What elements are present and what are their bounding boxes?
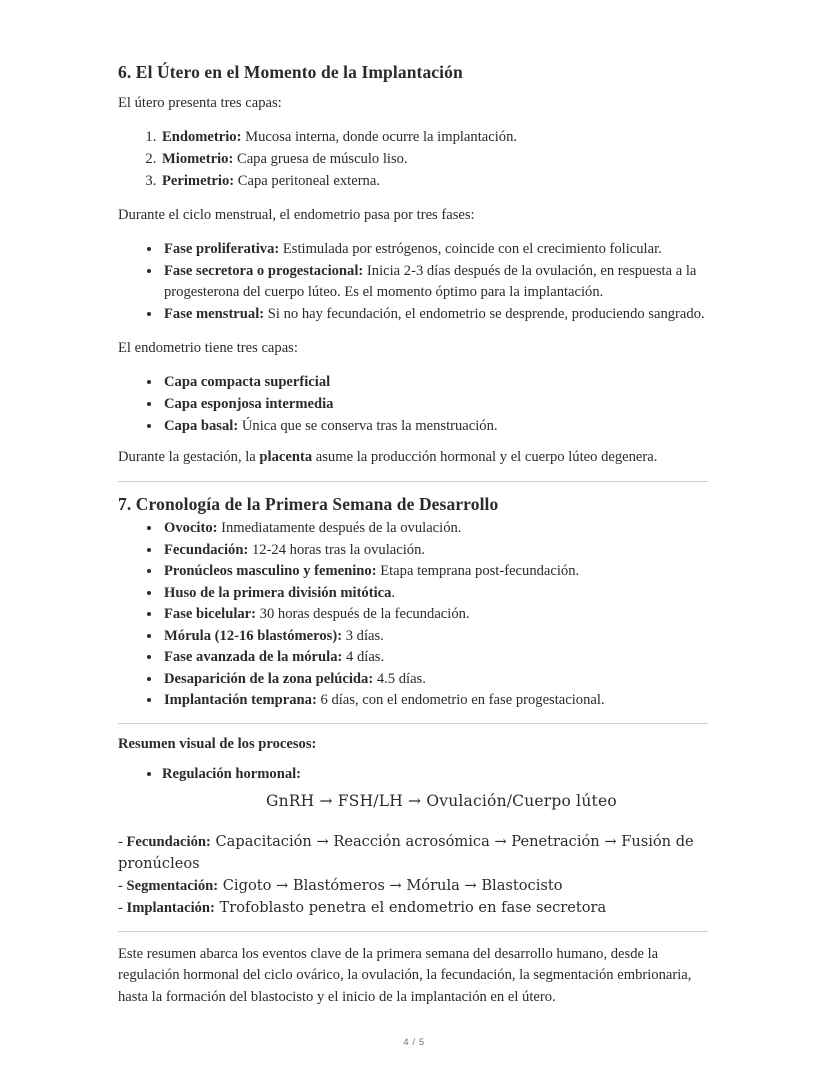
list-item-desc: . (391, 584, 396, 601)
list-item-term: Implantación temprana: (164, 692, 317, 709)
list-item-desc: 3 días. (342, 627, 384, 644)
list-item-desc: Capa peritoneal externa. (234, 172, 380, 189)
hormonal-formula: GnRH → FSH/LH → Ovulación/Cuerpo lúteo (266, 792, 617, 811)
dash-marker: - (118, 877, 127, 894)
list-item-desc: Única que se conserva tras la menstruación. (238, 417, 498, 434)
section-divider-2 (118, 723, 708, 724)
placenta-text-pre: Durante la gestación, la (118, 448, 260, 465)
process-line (118, 831, 708, 875)
placenta-text-post: asume la producción hormonal y el cuerpo lúteo degenera. (312, 448, 658, 465)
list-item-term: Capa esponjosa intermedia (164, 395, 334, 412)
list-item (162, 261, 708, 303)
list-item (162, 690, 708, 711)
dash-marker: - (118, 899, 127, 916)
page-footer: 4 / 5 (403, 1037, 425, 1048)
list-item (162, 764, 708, 813)
list-item-desc: 4 días. (342, 649, 385, 666)
section-6-intro: El útero presenta tres capas: (118, 94, 282, 111)
menstrual-cycle-intro: Durante el ciclo menstrual, el endometrio pasa por tres fases: (118, 207, 475, 224)
list-item-term: Pronúcleos masculino y femenino: (164, 563, 377, 580)
conclusion-paragraph: Este resumen abarca los eventos clave de la primera semana del desarrollo humano, desde la regulación hormonal del ciclo ovárico, la ovulación, la fecundación, la segmentación embrionaria, hasta la formación del blastocisto y el inicio de la implantación en el útero. (118, 946, 692, 1005)
endometrium-layers-list (118, 372, 708, 437)
list-item-desc: 4.5 días. (373, 670, 426, 687)
process-desc: Trofoblasto penetra el endometrio en fase secretora (214, 898, 607, 916)
list-item-term: Fase avanzada de la mórula: (164, 649, 343, 666)
list-item-desc: Capa gruesa de músculo liso. (233, 150, 408, 167)
list-item (162, 304, 708, 325)
placenta-term: placenta (259, 448, 313, 465)
list-item (162, 669, 708, 690)
section-divider-1 (118, 481, 708, 482)
dash-marker: - (118, 833, 127, 850)
page-content (118, 62, 708, 1008)
list-item (162, 647, 708, 668)
list-item (162, 604, 708, 625)
section-divider-3 (118, 931, 708, 932)
list-item-desc: 12-24 horas tras la ovulación. (248, 541, 426, 558)
list-item (160, 149, 708, 170)
list-item-desc: Etapa temprana post-fecundación. (376, 563, 580, 580)
list-item-term: Fase proliferativa: (164, 240, 280, 257)
list-item (162, 372, 708, 393)
list-item (162, 416, 708, 437)
process-line (118, 897, 708, 919)
process-line (118, 875, 708, 897)
hormonal-regulation-label: Regulación hormonal: (162, 766, 302, 783)
list-item (162, 239, 708, 260)
process-term: Segmentación: (126, 877, 219, 894)
summary-heading: Resumen visual de los procesos: (118, 736, 317, 753)
process-term: Implantación: (126, 899, 215, 916)
list-item-desc: Estimulada por estrógenos, coincide con el crecimiento folicular. (279, 240, 662, 257)
list-item-term: Fase secretora o progestacional: (164, 262, 364, 279)
list-item-desc: Inicia 2-3 días después de la ovulación, en respuesta a la progesterona del cuerpo lúteo. Es el momento óptimo para la implantación. (164, 262, 697, 300)
list-item-term: Huso de la primera división mitótica (164, 584, 392, 601)
list-item (162, 626, 708, 647)
chronology-list (118, 518, 708, 711)
list-item-desc: Si no hay fecundación, el endometrio se desprende, produciendo sangrado. (264, 305, 705, 322)
list-item-term: Fase bicelular: (164, 606, 257, 623)
list-item (162, 583, 708, 604)
list-item-term: Fecundación: (164, 541, 249, 558)
process-desc: Capacitación → Reacción acrosómica → Penetración → Fusión de pronúcleos (118, 832, 694, 872)
list-item-term: Capa basal: (164, 417, 239, 434)
list-item (160, 171, 708, 192)
list-item-desc: 6 días, con el endometrio en fase progestacional. (316, 692, 605, 709)
endometrium-intro: El endometrio tiene tres capas: (118, 339, 298, 356)
placenta-paragraph (118, 447, 708, 468)
section-7-title: 7. Cronología de la Primera Semana de Desarrollo (118, 494, 499, 515)
list-item-term: Ovocito: (164, 520, 218, 537)
list-item (162, 561, 708, 582)
list-item (162, 394, 708, 415)
list-item-desc: Inmediatamente después de la ovulación. (217, 520, 462, 537)
summary-list (118, 764, 708, 813)
list-item (160, 127, 708, 148)
list-item-desc: Mucosa interna, donde ocurre la implantación. (241, 128, 518, 145)
list-item-term: Endometrio: (162, 128, 242, 145)
list-item (162, 518, 708, 539)
section-6-title: 6. El Útero en el Momento de la Implantación (118, 62, 463, 82)
process-desc: Cigoto → Blastómeros → Mórula → Blastocisto (218, 876, 563, 894)
menstrual-phases-list (118, 239, 708, 325)
process-summary-block (118, 831, 708, 920)
list-item-term: Mórula (12-16 blastómeros): (164, 627, 343, 644)
list-item-term: Miometrio: (162, 150, 234, 167)
list-item-term: Desaparición de la zona pelúcida: (164, 670, 374, 687)
uterus-layers-list (118, 127, 708, 192)
list-item-desc: 30 horas después de la fecundación. (256, 606, 470, 623)
process-term: Fecundación: (126, 833, 211, 850)
list-item-term: Fase menstrual: (164, 305, 265, 322)
list-item-term: Capa compacta superficial (164, 373, 331, 390)
list-item-term: Perimetrio: (162, 172, 235, 189)
list-item (162, 540, 708, 561)
